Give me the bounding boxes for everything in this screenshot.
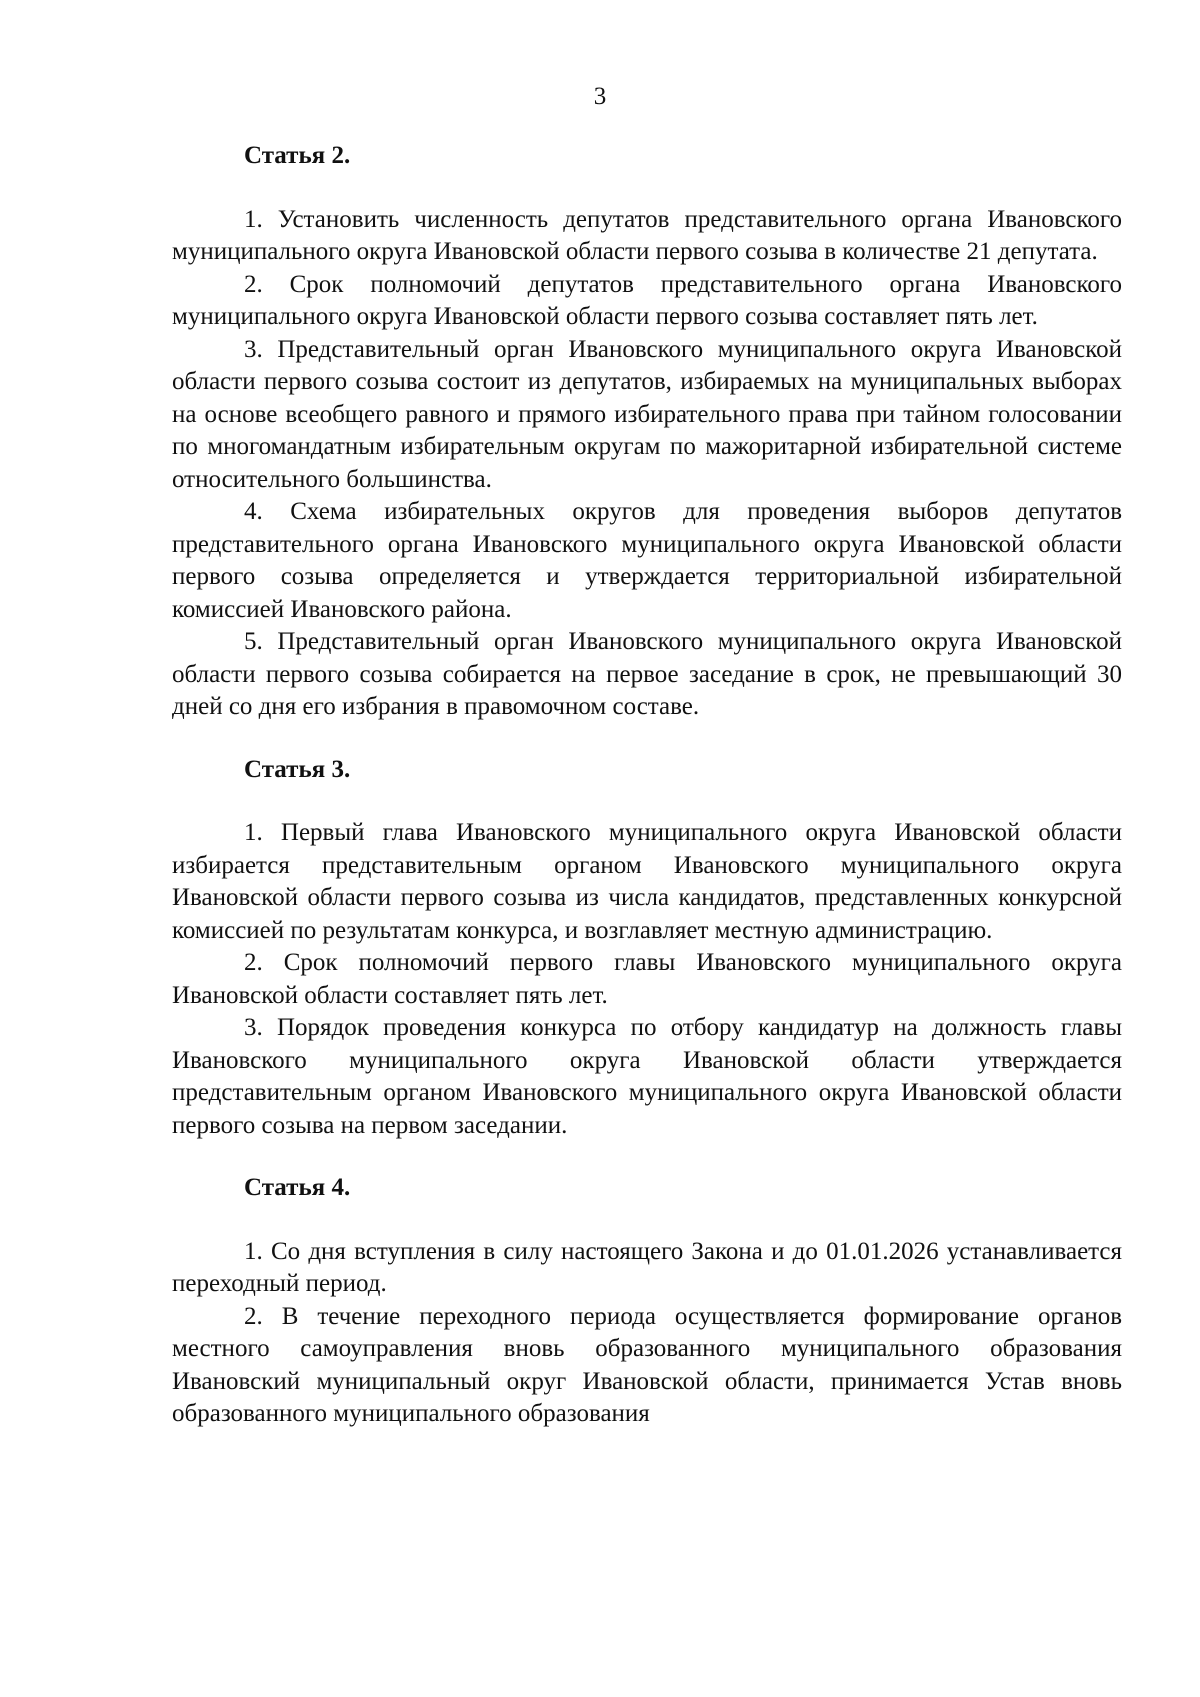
paragraph: 1. Со дня вступления в силу настоящего Закона и до 01.01.2026 устанавливается переходный период. [172,1237,1122,1297]
article-2 [172,140,1122,724]
article-heading: Статья 4. [244,1174,351,1201]
paragraph: 3. Представительный орган Ивановского муниципального округа Ивановской области первого созыва состоит из депутатов, избираемых на муниципальных выборах на основе всеобщего равного и прямого избирательного права при тайном голосовании по многомандатным избирательным округам по мажоритарной избирательной системе относительного большинства. [172,335,1122,493]
article-heading: Статья 3. [244,755,351,783]
article-4 [172,1172,1122,1431]
article-heading: Статья 2. [244,142,351,169]
paragraph: 2. В течение переходного периода осуществляется формирование органов местного самоуправления вновь образованного муниципального образования Ивановский муниципальный округ Ивановской области, принимается Устав вновь образованного муниципального образования [172,1302,1122,1427]
paragraph: 1. Первый глава Ивановского муниципального округа Ивановской области избирается представительным органом Ивановского муниципального округа Ивановской области первого созыва из числа кандидатов, представленных конкурсной комиссией по результатам конкурса, и возглавляет местную администрацию. [172,819,1122,944]
document-body [172,140,1122,1431]
paragraph: 1. Установить численность депутатов представительного органа Ивановского муниципального округа Ивановской области первого созыва в количестве 21 депутата. [172,205,1122,265]
paragraph: 4. Схема избирательных округов для проведения выборов депутатов представительного органа Ивановского муниципального округа Ивановской области первого созыва определяется и утверждается территориальной избирательной комиссией Ивановского района. [172,498,1122,623]
paragraph: 2. Срок полномочий первого главы Ивановского муниципального округа Ивановской области составляет пять лет. [172,949,1122,1009]
paragraph: 5. Представительный орган Ивановского муниципального округа Ивановской области первого созыва собирается на первое заседание в срок, не превышающий 30 дней со дня его избрания в правомочном составе. [172,628,1122,720]
article-3 [172,754,1122,1143]
paragraph: 3. Порядок проведения конкурса по отбору кандидатур на должность главы Ивановского муниципального округа Ивановской области утверждается представительным органом Ивановского муниципального округа Ивановской области первого созыва на первом заседании. [172,1014,1122,1139]
paragraph: 2. Срок полномочий депутатов представительного органа Ивановского муниципального округа Ивановской области первого созыва составляет пять лет. [172,270,1122,330]
page-number: 3 [593,83,607,110]
